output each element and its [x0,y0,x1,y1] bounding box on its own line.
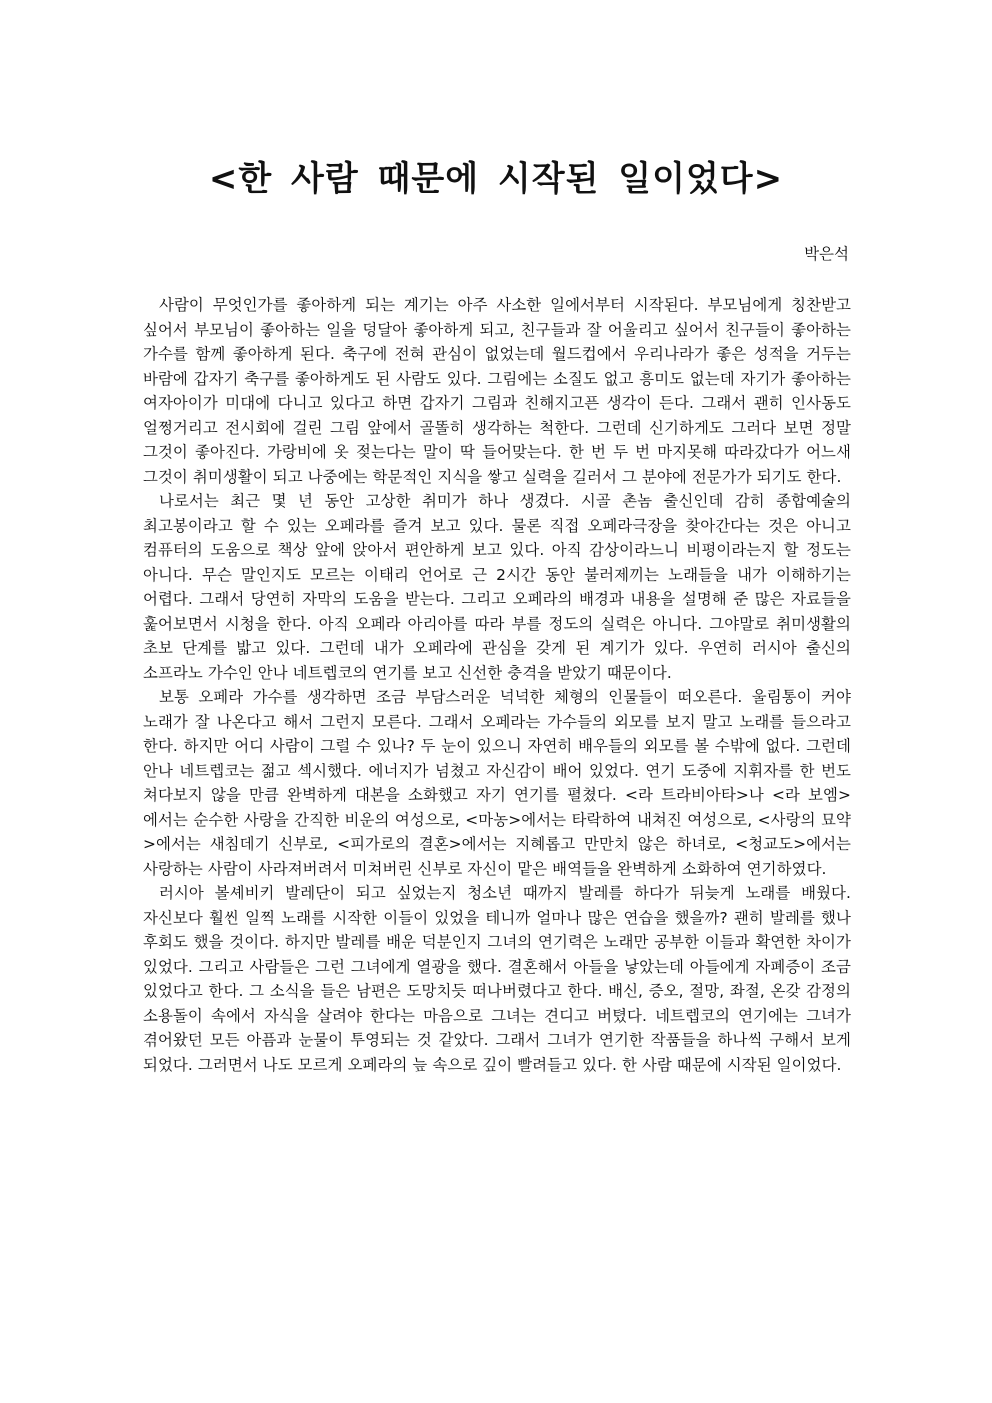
paragraph: 보통 오페라 가수를 생각하면 조금 부담스러운 넉넉한 체형의 인물들이 떠오른다. 울림통이 커야 노래가 잘 나온다고 해서 그런지 모른다. 그래서 오페라는 가수들의 외모를 보지 말고 노래를 들으라고 한다. 하지만 어디 사람이 그럴 수 있나? 두 눈이 있으니 자연히 배우들의 외모를 볼 수밖에 없다. 그런데 안나 네트렙코는 젊고 섹시했다. 에너지가 넘쳤고 자신감이 배어 있었다. 연기 도중에 지휘자를 한 번도 쳐다보지 않을 만큼 완벽하게 대본을 소화했고 자기 연기를 펼쳤다. <라 트라비아타>나 <라 보엠>에서는 순수한 사랑을 간직한 비운의 여성으로, <마농>에서는 타락하여 내쳐진 여성으로, <사랑의 묘약>에서는 새침데기 신부로, <피가로의 결혼>에서는 지혜롭고 만만치 않은 하녀로, <청교도>에서는 사랑하는 사람이 사라져버려서 미쳐버린 신부로 자신이 맡은 배역들을 완벽하게 소화하여 연기하였다. [143,688,851,878]
author-name: 박은석 [804,245,849,263]
paragraph: 사람이 무엇인가를 좋아하게 되는 계기는 아주 사소한 일에서부터 시작된다. 부모님에게 칭찬받고 싶어서 부모님이 좋아하는 일을 덩달아 좋아하게 되고, 친구들과 잘 어울리고 싶어서 친구들이 좋아하는 가수를 함께 좋아하게 된다. 축구에 전혀 관심이 없었는데 월드컵에서 우리나라가 좋은 성적을 거두는 바람에 갑자기 축구를 좋아하게도 된 사람도 있다. 그림에는 소질도 없고 흥미도 없는데 자기가 좋아하는 여자아이가 미대에 다니고 있다고 하면 갑자기 그림과 친해지고픈 생각이 든다. 그래서 괜히 인사동도 얼쩡거리고 전시회에 걸린 그림 앞에서 골똘히 생각하는 척한다. 그런데 신기하게도 그러다 보면 정말 그것이 좋아진다. 가랑비에 옷 젖는다는 말이 딱 들어맞는다. 한 번 두 번 마지못해 따라갔다가 어느새 그것이 취미생활이 되고 나중에는 학문적인 지식을 쌓고 실력을 길러서 그 분야에 전문가가 되기도 한다. [143,296,851,486]
paragraph: 나로서는 최근 몇 년 동안 고상한 취미가 하나 생겼다. 시골 촌놈 출신인데 감히 종합예술의 최고봉이라고 할 수 있는 오페라를 즐겨 보고 있다. 물론 직접 오페라극장을 찾아간다는 것은 아니고 컴퓨터의 도움으로 책상 앞에 앉아서 편안하게 보고 있다. 아직 감상이라느니 비평이라는지 할 정도는 아니다. 무슨 말인지도 모르는 이태리 언어로 근 2시간 동안 불러제끼는 노래들을 내가 이해하기는 어렵다. 그래서 당연히 자막의 도움을 받는다. 그리고 오페라의 배경과 내용을 설명해 준 많은 자료들을 훑어보면서 시청을 한다. 아직 오페라 아리아를 따라 부를 정도의 실력은 아니다. 그야말로 취미생활의 초보 단계를 밟고 있다. 그런데 내가 오페라에 관심을 갖게 된 계기가 있다. 우연히 러시아 출신의 소프라노 가수인 안나 네트렙코의 연기를 보고 신선한 충격을 받았기 때문이다. [143,492,851,682]
paragraph: 러시아 볼셰비키 발레단이 되고 싶었는지 청소년 때까지 발레를 하다가 뒤늦게 노래를 배웠다. 자신보다 훨씬 일찍 노래를 시작한 이들이 있었을 테니까 얼마나 많은 연습을 했을까? 괜히 발레를 했나 후회도 했을 것이다. 하지만 발레를 배운 덕분인지 그녀의 연기력은 노래만 공부한 이들과 확연한 차이가 있었다. 그리고 사람들은 그런 그녀에게 열광을 했다. 결혼해서 아들을 낳았는데 아들에게 자폐증이 조금 있었다고 한다. 그 소식을 들은 남편은 도망치듯 떠나버렸다고 한다. 배신, 증오, 절망, 좌절, 온갖 감정의 소용돌이 속에서 자식을 살려야 한다는 마음으로 그녀는 견디고 버텼다. 네트렙코의 연기에는 그녀가 겪어왔던 모든 아픔과 눈물이 투영되는 것 같았다. 그래서 그녀가 연기한 작품들을 하나씩 구해서 보게 되었다. 그러면서 나도 모르게 오페라의 늪 속으로 깊이 빨려들고 있다. 한 사람 때문에 시작된 일이었다. [143,884,851,1074]
page-title: <한 사람 때문에 시작된 일이었다> [208,159,784,199]
body-text [143,293,851,1077]
